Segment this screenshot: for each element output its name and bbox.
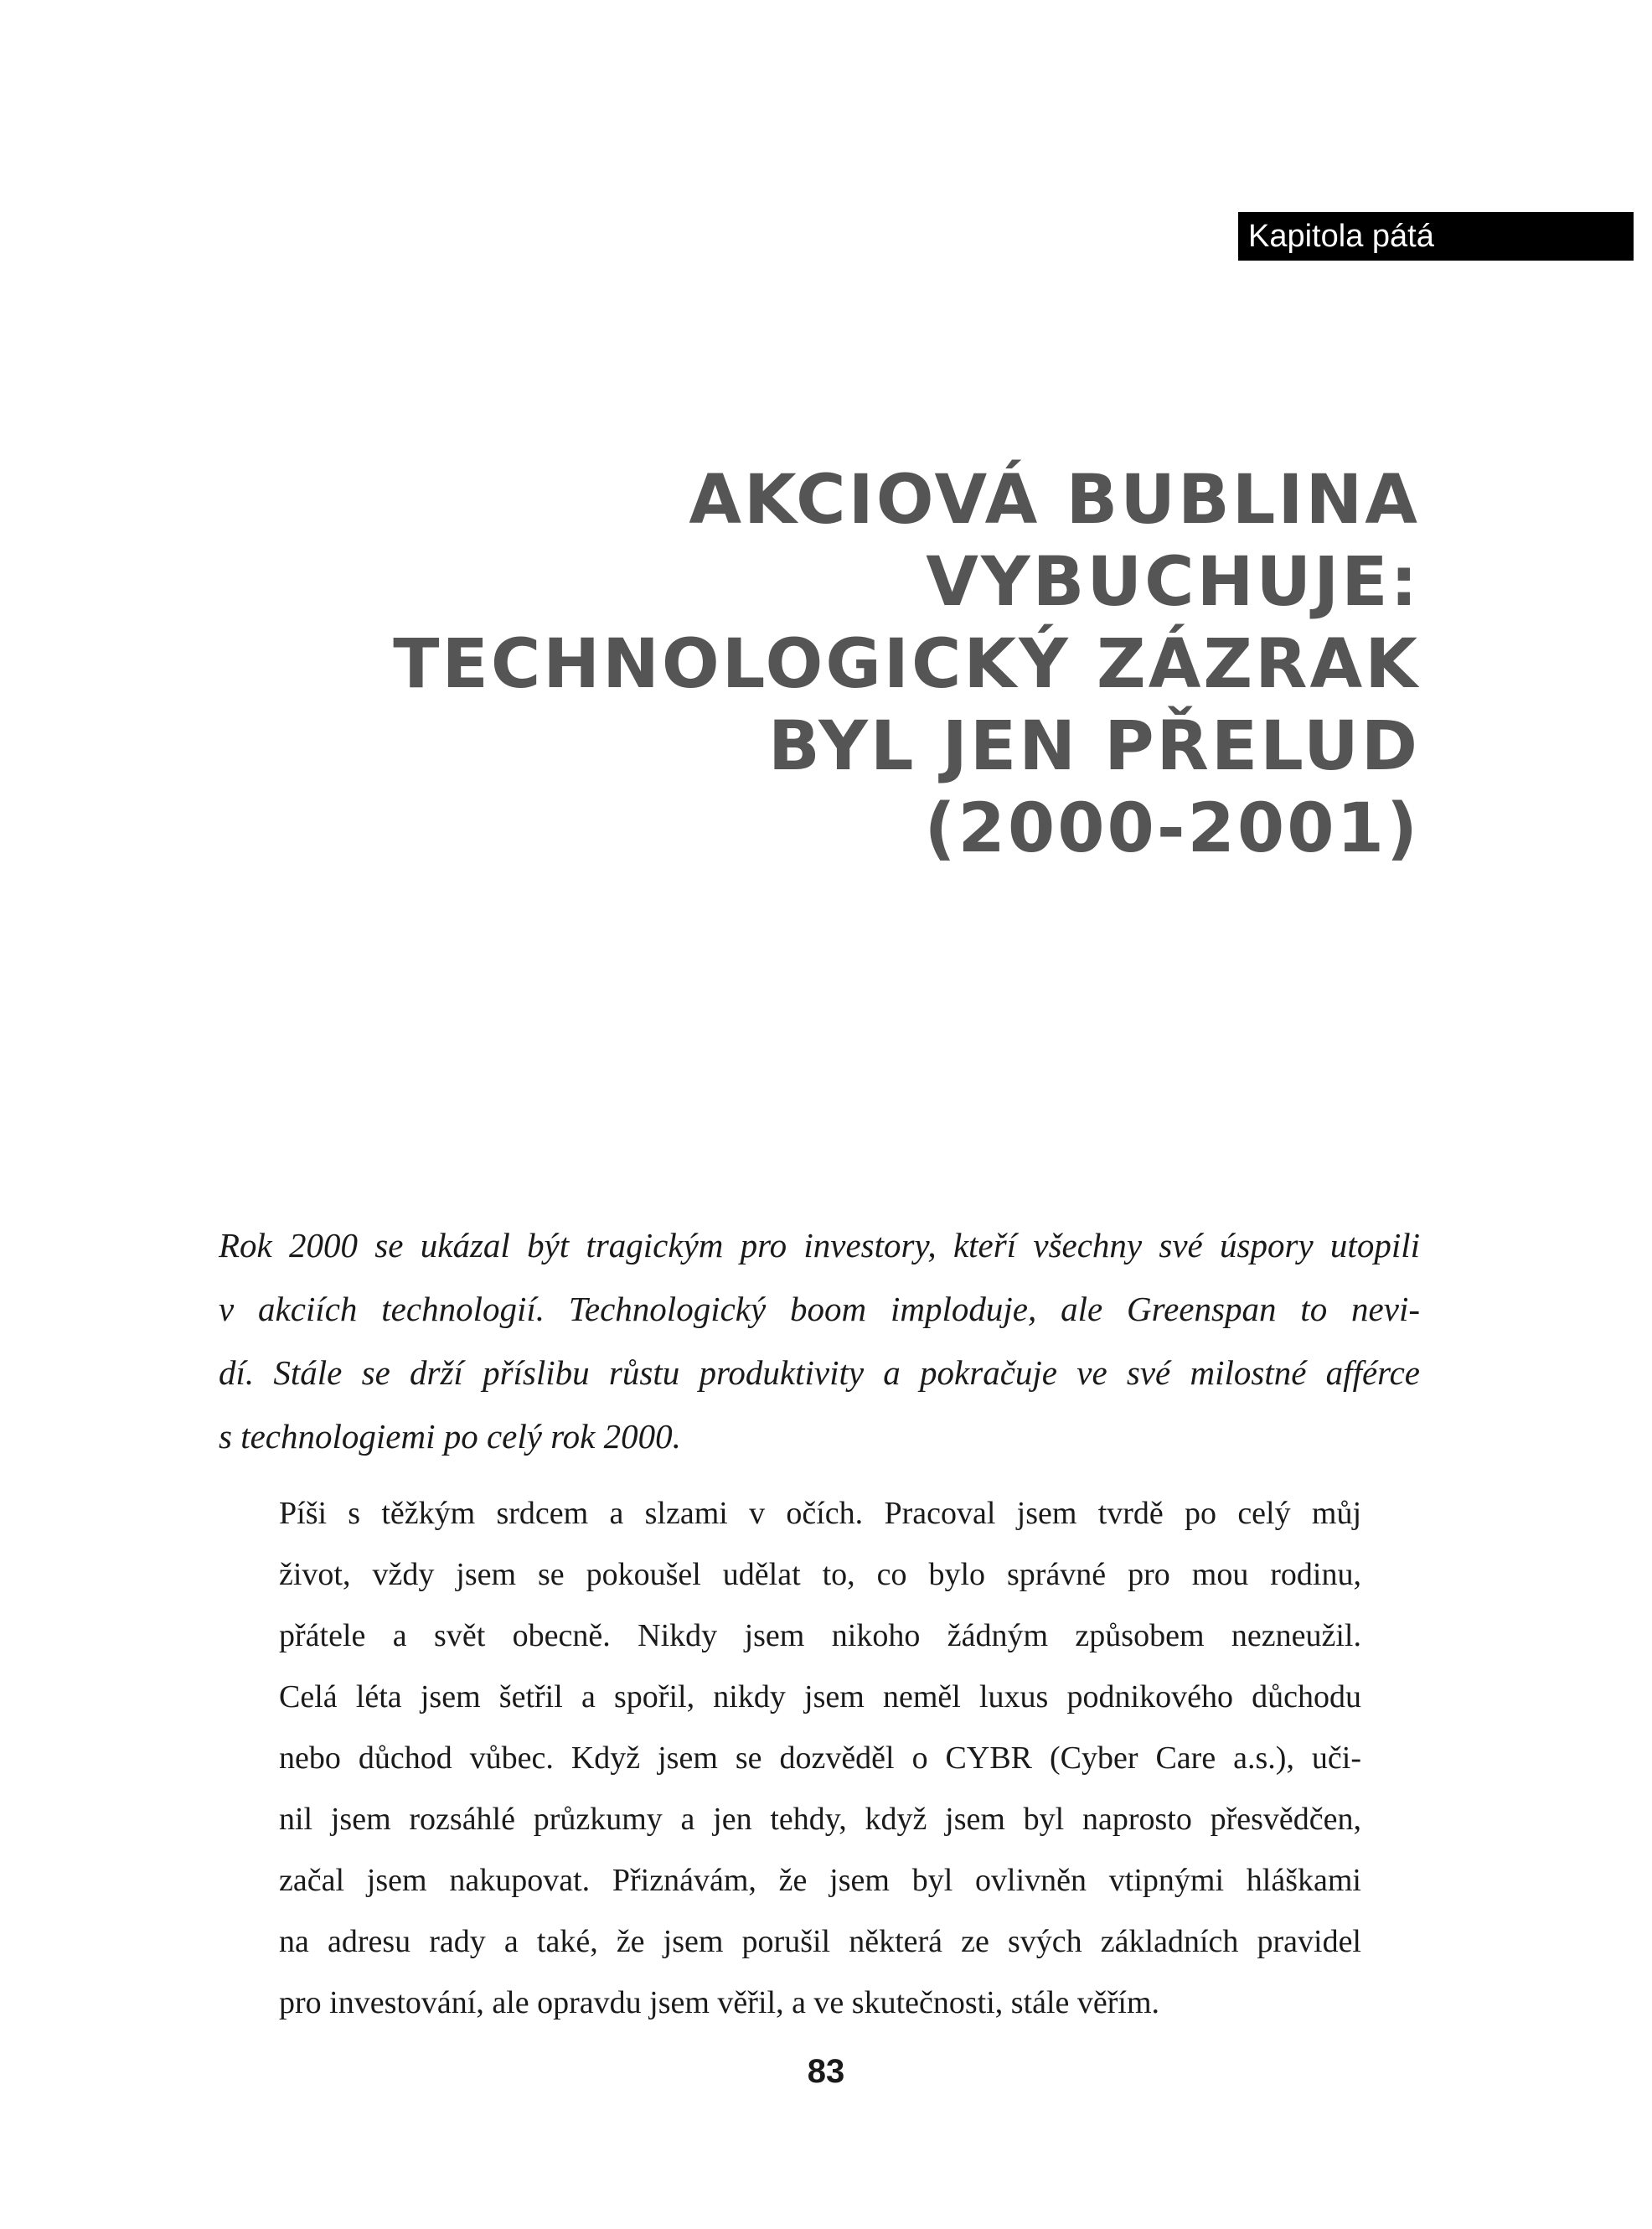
quote-line: přátele a svět obecně. Nikdy jsem nikoho žádným způsobem nezneužil. bbox=[279, 1618, 1361, 1653]
chapter-title-line: TECHNOLOGICKÝ ZÁZRAK bbox=[393, 625, 1420, 704]
chapter-title-line: (2000-2001) bbox=[924, 789, 1420, 868]
quote-line: nebo důchod vůbec. Když jsem se dozvěděl o CYBR (Cyber Care a.s.), uči- bbox=[279, 1740, 1361, 1776]
chapter-label: Kapitola pátá bbox=[1238, 212, 1634, 261]
quote-line: začal jsem nakupovat. Přiznávám, že jsem byl ovlivněn vtipnými hláškami bbox=[279, 1863, 1361, 1898]
quote-line: Celá léta jsem šetřil a spořil, nikdy jsem neměl luxus podnikového důchodu bbox=[279, 1679, 1361, 1714]
quote-line: na adresu rady a také, že jsem porušil některá ze svých základních pravidel bbox=[279, 1924, 1361, 1959]
chapter-title-line: BYL JEN PŘELUD bbox=[767, 707, 1420, 786]
page-number: 83 bbox=[807, 2053, 845, 2090]
intro-line: s technologiemi po celý rok 2000. bbox=[219, 1417, 681, 1456]
reader-quote bbox=[279, 1483, 1361, 2034]
quote-line: život, vždy jsem se pokoušel udělat to, co bylo správné pro mou rodinu, bbox=[279, 1557, 1361, 1592]
chapter-title-line: AKCIOVÁ BUBLINA bbox=[689, 461, 1420, 540]
intro-line: v akciích technologií. Technologický boom imploduje, ale Greenspan to nevi- bbox=[219, 1290, 1420, 1328]
quote-line: pro investování, ale opravdu jsem věřil, a ve skutečnosti, stále věřím. bbox=[279, 1985, 1160, 2020]
quote-line: nil jsem rozsáhlé průzkumy a jen tehdy, když jsem byl naprosto přesvědčen, bbox=[279, 1802, 1361, 1837]
intro-line: Rok 2000 se ukázal být tragickým pro investory, kteří všechny své úspory utopili bbox=[219, 1226, 1420, 1264]
intro-line: dí. Stále se drží příslibu růstu produktivity a pokračuje ve své milostné afférce bbox=[219, 1353, 1420, 1392]
chapter-title-line: VYBUCHUJE: bbox=[926, 543, 1420, 622]
chapter-title bbox=[163, 459, 1420, 870]
intro-paragraph bbox=[219, 1213, 1420, 1468]
quote-line: Píši s těžkým srdcem a slzami v očích. Pracoval jsem tvrdě po celý můj bbox=[279, 1496, 1361, 1531]
